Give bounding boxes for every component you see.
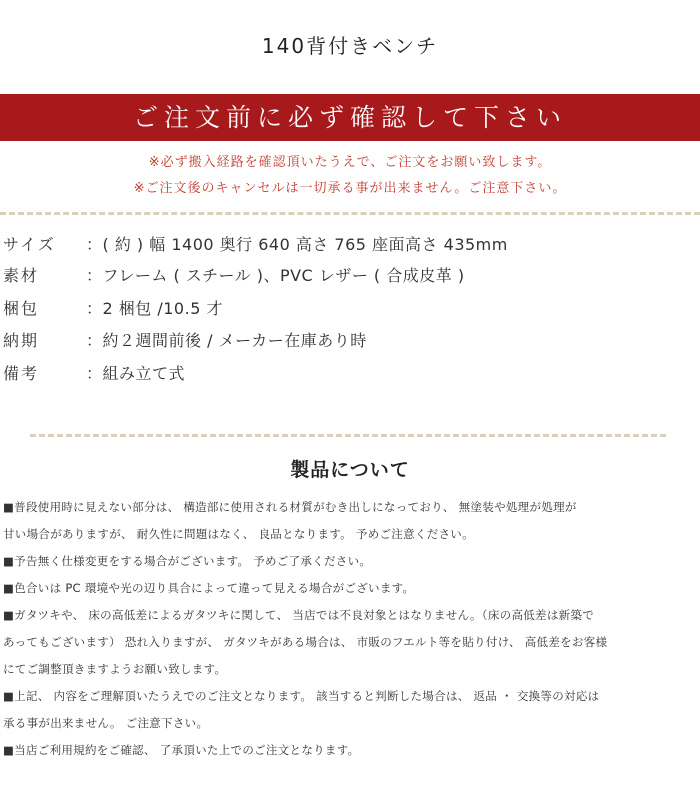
product-note-line: ■当店ご利用規約をご確認、 了承頂いた上でのご注文となります。 (3, 743, 360, 757)
product-title: 140背付きベンチ (261, 34, 439, 58)
notice-no-cancellation: ※ご注文後のキャンセルは一切承る事が出来ません。ご注意下さい。 (133, 181, 567, 196)
product-note-line: ■普段使用時に見えない部分は、 構造部に使用される材質がむき出しになっており、 無塗装や処理が処理が (3, 500, 577, 514)
divider-middle (30, 434, 666, 437)
divider-top (0, 212, 700, 215)
confirm-banner: ご注文前に必ず確認して下さい (0, 94, 700, 141)
product-note-line: ■上記、 内容をご理解頂いたうえでのご注文となります。 該当すると判断した場合は、 返品 ・ 交換等の対応は (3, 689, 600, 703)
spec-label: 備考 (3, 364, 40, 383)
product-note-line: ■予告無く仕様変更をする場合がございます。 予めご了承ください。 (3, 554, 372, 568)
product-note-line: ■ガタツキや、 床の高低差によるガタツキに関して、 当店では不良対象とはなりません。（床の高低差は新築で (3, 608, 595, 622)
spec-value: ：フレーム ( スチール )、PVC レザー ( 合成皮革 ) (86, 266, 465, 285)
spec-label: 素材 (3, 266, 40, 285)
spec-value: ：約２週間前後 / メーカー在庫あり時 (86, 331, 367, 350)
spec-label: サイズ (3, 235, 56, 254)
spec-value: ：2 梱包 /10.5 才 (86, 299, 223, 318)
spec-label: 納期 (3, 331, 40, 350)
notice-delivery-route: ※必ず搬入経路を確認頂いたうえで、ご注文をお願い致します。 (148, 155, 552, 170)
spec-row-remarks (0, 362, 700, 386)
product-note-line: にてご調整頂きますようお願い致します。 (3, 662, 227, 676)
product-note-line: 甘い場合がありますが、 耐久性に問題はなく、 良品となります。 予めご注意ください。 (3, 527, 474, 541)
spec-value: ：( 約 ) 幅 1400 奥行 640 高さ 765 座面高さ 435mm (86, 235, 508, 254)
section-heading-product-info: 製品について (290, 459, 410, 481)
spec-label: 梱包 (3, 299, 40, 318)
spec-row-packing (0, 297, 700, 321)
spec-row-material (0, 264, 700, 288)
product-note-line: 承る事が出来ません。 ご注意下さい。 (3, 716, 209, 730)
spec-row-size (0, 233, 700, 257)
spec-value: ：組み立て式 (86, 364, 186, 383)
product-note-line: あってもございます） 恐れ入りますが、 ガタツキがある場合は、 市販のフエルト等を貼り付け、 高低差をお客様 (3, 635, 608, 649)
spec-row-delivery (0, 329, 700, 353)
product-note-line: ■色合いは PC 環境や光の辺り具合によって違って見える場合がございます。 (3, 581, 415, 595)
